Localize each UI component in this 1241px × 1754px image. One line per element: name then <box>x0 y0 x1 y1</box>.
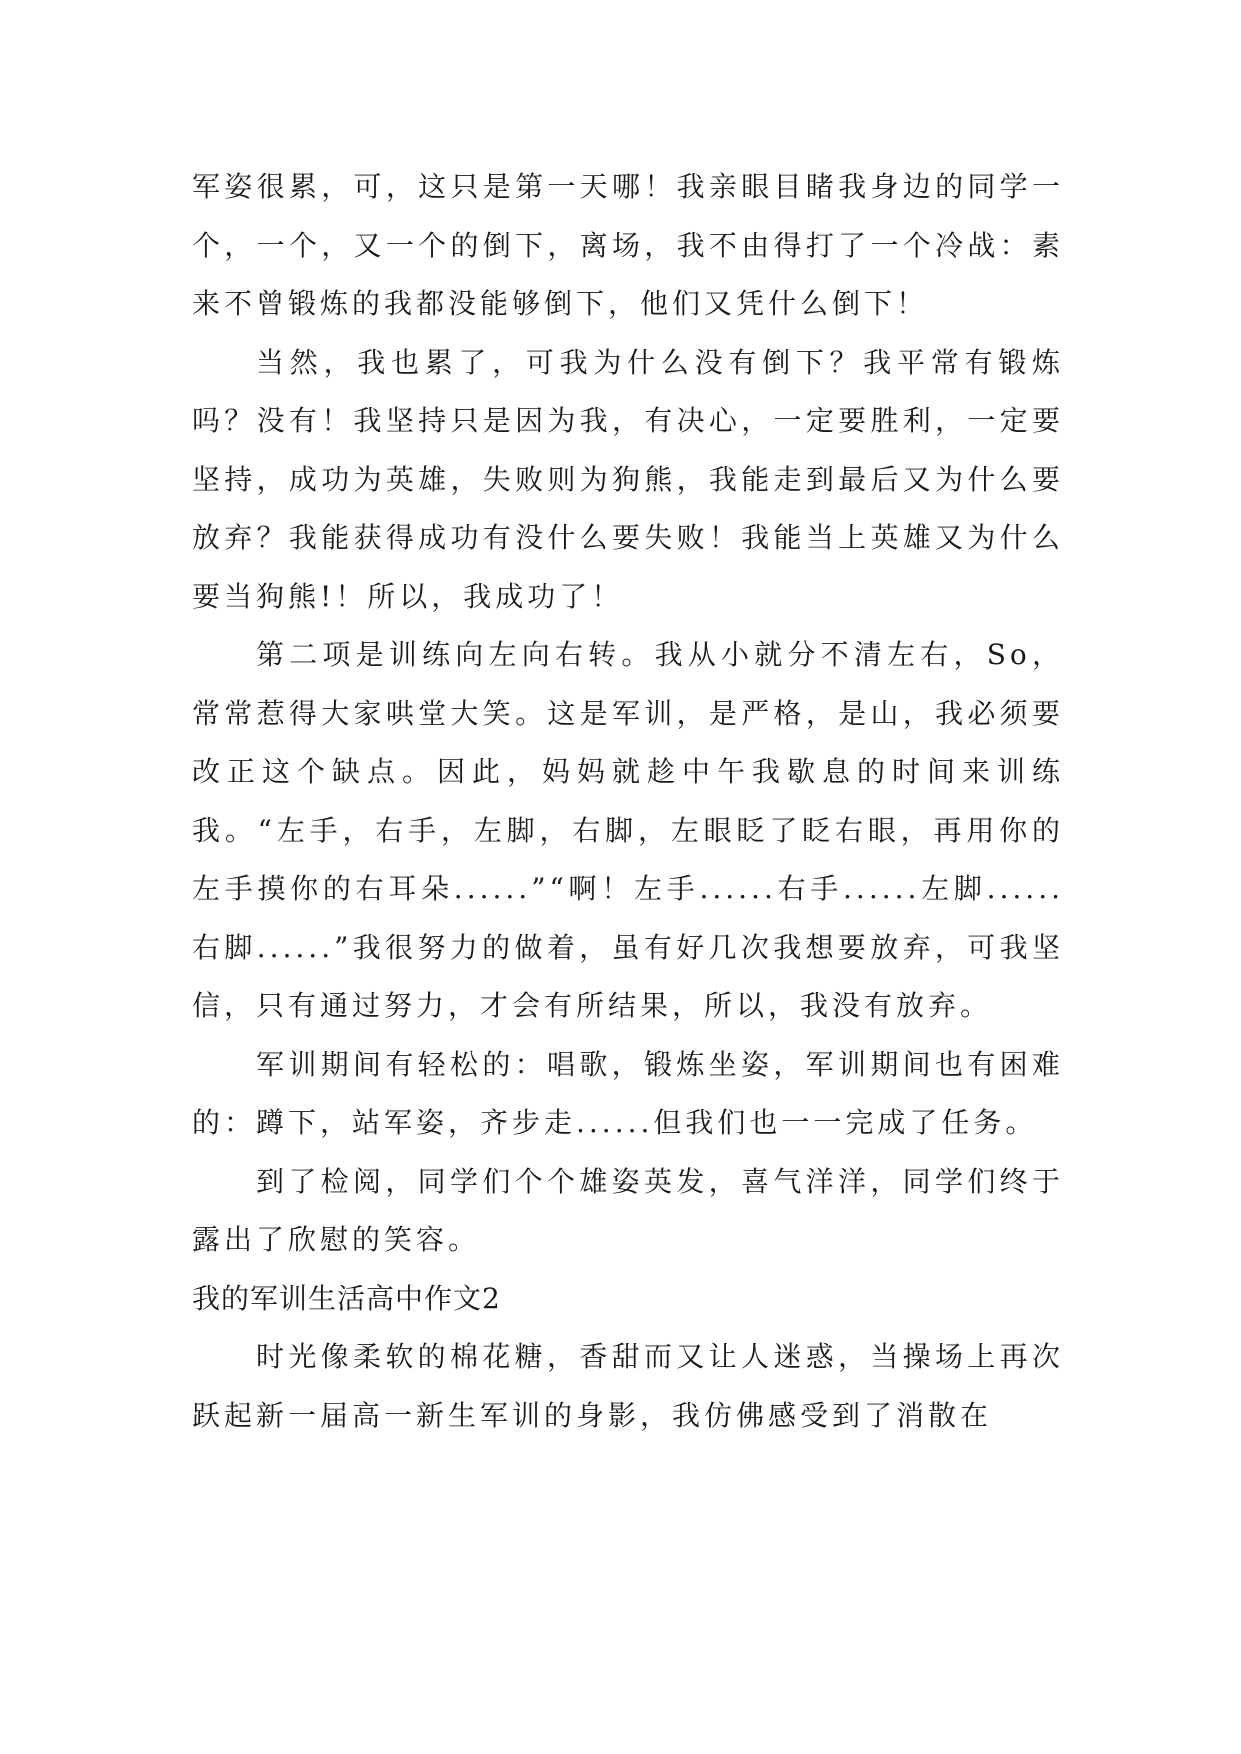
section-heading: 我的军训生活高中作文2 <box>192 1281 501 1315</box>
paragraph: 当然，我也累了，可我为什么没有倒下？我平常有锻炼吗？没有！我坚持只是因为我，有决心，一定要胜利，一定要坚持，成功为英雄，失败则为狗熊，我能走到最后又为什么要放弃？我能获得成功有没什么要失败！我能当上英雄又为什么要当狗熊!！所以，我成功了！ <box>192 345 1064 613</box>
document-body <box>192 158 1064 1445</box>
paragraph: 时光像柔软的棉花糖，香甜而又让人迷惑，当操场上再次跃起新一届高一新生军训的身影，我仿佛感受到了消散在 <box>192 1340 1064 1432</box>
paragraph: 军姿很累，可，这只是第一天哪！我亲眼目睹我身边的同学一个，一个，又一个的倒下，离场，我不由得打了一个冷战：素来不曾锻炼的我都没能够倒下，他们又凭什么倒下！ <box>192 170 1064 320</box>
paragraph: 到了检阅，同学们个个雄姿英发，喜气洋洋，同学们终于露出了欣慰的笑容。 <box>192 1164 1064 1256</box>
paragraph: 第二项是训练向左向右转。我从小就分不清左右，So，常常惹得大家哄堂大笑。这是军训，是严格，是山，我必须要改正这个缺点。因此，妈妈就趁中午我歇息的时间来训练我。“左手，右手，左脚，右脚，左眼眨了眨右眼，再用你的左手摸你的右耳朵......”“啊！左手......右手......左脚......右脚......”我很努力的做着，虽有好几次我想要放弃，可我坚信，只有通过努力，才会有所结果，所以，我没有放弃。 <box>192 638 1064 1022</box>
paragraph: 军训期间有轻松的：唱歌，锻炼坐姿，军训期间也有困难的：蹲下，站军姿，齐步走......但我们也一一完成了任务。 <box>192 1047 1064 1139</box>
